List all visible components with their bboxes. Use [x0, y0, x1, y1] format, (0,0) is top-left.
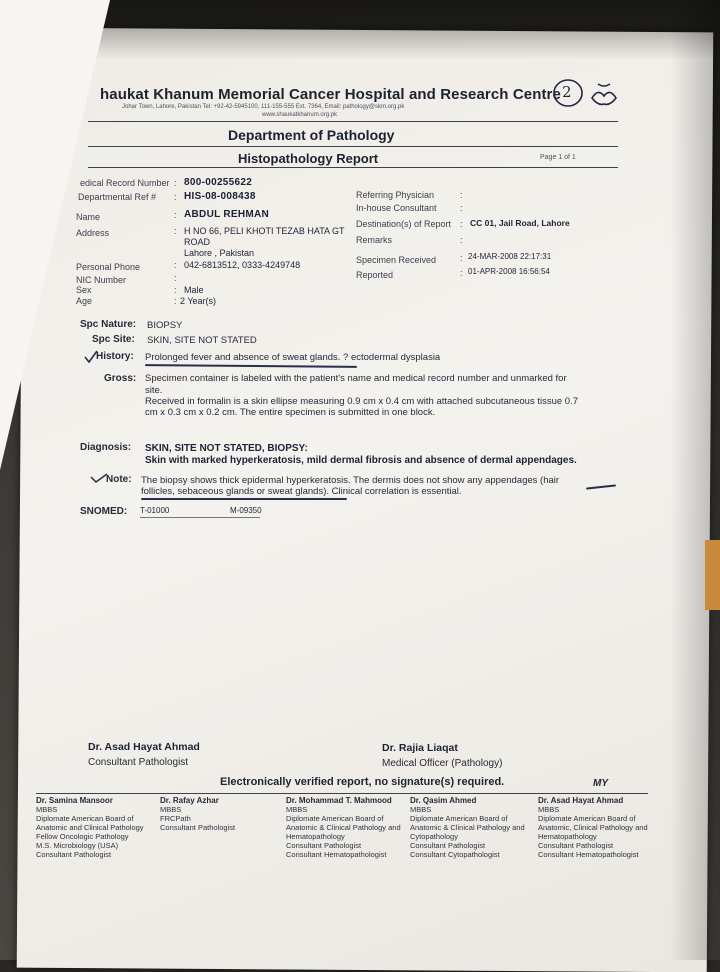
- handwritten-mark: 2: [562, 83, 572, 101]
- footer-staff-credential: MBBS: [36, 805, 58, 814]
- footer-staff-credential: Consultant Pathologist: [160, 823, 236, 832]
- address-label: Address: [76, 228, 110, 238]
- reported-value: 01-APR-2008 16:56:54: [468, 267, 550, 276]
- note-line-1: The biopsy shows thick epidermal hyperkeratosis. The dermis does not show any appendages (hair: [141, 475, 560, 486]
- footer-staff-credential: Diplomate American Board of: [538, 814, 636, 823]
- colon: :: [174, 178, 177, 188]
- colon: :: [174, 210, 177, 220]
- address-line-2: ROAD: [184, 237, 211, 247]
- footer-staff-credential: Fellow Oncologic Pathology: [36, 832, 129, 841]
- footer-staff-credential: Consultant Pathologist: [538, 841, 614, 850]
- colon: :: [174, 296, 177, 306]
- footer-staff-credential: MBBS: [538, 805, 560, 814]
- footer-staff-credential: FRCPath: [160, 814, 191, 823]
- hospital-website: www.shaukatkhanum.org.pk: [262, 112, 338, 118]
- age-value: 2 Year(s): [180, 296, 217, 306]
- sex-value: Male: [184, 285, 204, 295]
- footer-staff-credential: Cytopathology: [410, 832, 458, 841]
- footer-staff-credential: Hematopathology: [286, 832, 345, 841]
- sex-label: Sex: [76, 285, 92, 295]
- diagnosis-label: Diagnosis:: [80, 442, 132, 453]
- colon: :: [460, 253, 463, 263]
- footer-staff-credential: Anatomic and Clinical Pathology: [36, 823, 144, 832]
- colon: :: [174, 285, 177, 295]
- header-rule: [88, 121, 618, 122]
- snomed-code-2: M-09350: [230, 506, 262, 515]
- report-title: Histopathology Report: [238, 151, 379, 166]
- history-label: History:: [96, 351, 134, 362]
- phone-value: 042-6813512, 0333-4249748: [184, 260, 301, 270]
- footer-staff-credential: MBBS: [160, 805, 182, 814]
- inhouse-consultant-label: In-house Consultant: [356, 203, 437, 213]
- hospital-address: Johar Town, Lahore, Pakistan Tel: +92-42-5945100, 111-155-555 Ext. 7364, Email: pathology@skm.org.pk: [122, 104, 405, 110]
- footer-staff-credential: Anatomic & Clinical Pathology and: [286, 823, 401, 832]
- patient-name: ABDUL REHMAN: [184, 209, 270, 220]
- gross-label: Gross:: [104, 373, 137, 384]
- destination-label: Destination(s) of Report: [356, 219, 452, 229]
- dept-ref-label: Departmental Ref #: [78, 192, 157, 202]
- colon: :: [174, 273, 177, 283]
- gross-line-1: Specimen container is labeled with the patient's name and medical record number and unmarked for: [145, 373, 567, 384]
- spc-nature-label: Spc Nature:: [80, 319, 137, 330]
- right-signatory-title: Medical Officer (Pathology): [382, 758, 503, 769]
- colon: :: [174, 260, 177, 270]
- specimen-received-value: 24-MAR-2008 22:17:31: [468, 252, 552, 261]
- reported-label: Reported: [356, 270, 394, 280]
- address-line-3: Lahore , Pakistan: [184, 248, 255, 258]
- title-rule: [88, 167, 618, 168]
- colon: :: [460, 268, 463, 278]
- footer-staff-credential: Diplomate American Board of: [286, 814, 384, 823]
- diagnosis-line-2: Skin with marked hyperkeratosis, mild dermal fibrosis and absence of dermal appendages.: [145, 455, 577, 466]
- note-underline: [141, 498, 347, 500]
- initials: MY: [593, 778, 608, 789]
- footer-staff-name: Dr. Samina Mansoor: [36, 796, 113, 805]
- spc-site-value: SKIN, SITE NOT STATED: [147, 335, 257, 346]
- footer-staff-name: Dr. Asad Hayat Ahmad: [538, 796, 624, 805]
- footer-staff-credential: Anatomic & Clinical Pathology and: [410, 823, 525, 832]
- mrn-value: 800-00255622: [184, 177, 253, 188]
- diagnosis-line-1: SKIN, SITE NOT STATED, BIOPSY:: [145, 443, 308, 454]
- colon: :: [174, 192, 177, 202]
- footer-staff-credential: MBBS: [410, 805, 432, 814]
- destination-value: CC 01, Jail Road, Lahore: [470, 218, 570, 228]
- snomed-rule: [140, 517, 260, 518]
- history-underline: [145, 364, 357, 368]
- name-label: Name: [76, 212, 101, 222]
- mrn-label: edical Record Number: [80, 178, 170, 188]
- footer-staff-credential: Consultant Hematopathologist: [286, 850, 387, 859]
- spc-site-label: Spc Site:: [92, 334, 135, 345]
- phone-label: Personal Phone: [76, 262, 141, 272]
- department-title: Department of Pathology: [228, 127, 395, 143]
- footer-staff-entry: [160, 796, 235, 832]
- address-line-1: H NO 66, PELI KHOTI TEZAB HATA GT: [184, 226, 345, 236]
- right-signatory-name: Dr. Rajia Liaqat: [382, 742, 458, 754]
- footer-staff-entry: [538, 796, 648, 859]
- footer-staff-credential: Consultant Pathologist: [410, 841, 486, 850]
- hospital-name: haukat Khanum Memorial Cancer Hospital and Research Centre: [100, 86, 561, 103]
- footer-staff-credential: Consultant Hematopathologist: [538, 850, 639, 859]
- footer-rule: [36, 793, 648, 794]
- remarks-label: Remarks: [356, 235, 393, 245]
- hospital-logo-icon: [548, 76, 620, 110]
- footer-staff-credential: MBBS: [286, 805, 308, 814]
- left-signatory-title: Consultant Pathologist: [88, 757, 189, 768]
- footer-staff-credential: Consultant Cytopathologist: [410, 850, 500, 859]
- gross-line-4: cm x 0.3 cm x 0.2 cm. The entire specimen is submitted in one block.: [145, 407, 436, 418]
- snomed-label: SNOMED:: [80, 506, 128, 517]
- nic-label: NIC Number: [76, 275, 127, 285]
- page-number: Page 1 of 1: [540, 154, 576, 161]
- dept-ref-value: HIS-08-008438: [184, 191, 256, 202]
- note-line-2: follicles, sebaceous glands or sweat glands). Clinical correlation is essential.: [141, 486, 462, 497]
- colon: :: [460, 203, 463, 213]
- snomed-code-1: T-01000: [140, 506, 170, 515]
- footer-staff-credential: Diplomate American Board of: [36, 814, 134, 823]
- footer-staff-entry: [410, 796, 525, 859]
- footer-staff-name: Dr. Qasim Ahmed: [410, 796, 477, 805]
- left-signatory-name: Dr. Asad Hayat Ahmad: [88, 741, 200, 753]
- footer-staff-credential: Consultant Pathologist: [36, 850, 112, 859]
- colon: :: [460, 219, 463, 229]
- gross-line-3: Received in formalin is a skin ellipse measuring 0.9 cm x 0.4 cm with attached subcutaneous tissue 0.7: [145, 396, 578, 407]
- footer-staff-entry: [286, 796, 401, 859]
- specimen-received-label: Specimen Received: [356, 255, 437, 265]
- department-rule: [88, 146, 618, 147]
- gross-line-2: site.: [145, 385, 163, 396]
- footer-staff-name: Dr. Rafay Azhar: [160, 796, 219, 805]
- footer-staff-credential: M.S. Microbiology (USA): [36, 841, 119, 850]
- footer-staff-credential: Diplomate American Board of: [410, 814, 508, 823]
- colon: :: [174, 226, 177, 236]
- footer-staff-name: Dr. Mohammad T. Mahmood: [286, 796, 392, 805]
- colon: :: [460, 235, 463, 245]
- note-underline-end: [586, 484, 616, 489]
- age-label: Age: [76, 296, 93, 306]
- verification-statement: Electronically verified report, no signature(s) required.: [220, 776, 505, 788]
- note-label: Note:: [106, 474, 132, 485]
- spc-nature-value: BIOPSY: [147, 320, 183, 331]
- footer-staff-credential: Hematopathology: [538, 832, 597, 841]
- footer-staff-entry: [36, 796, 144, 859]
- history-value: Prolonged fever and absence of sweat glands. ? ectodermal dysplasia: [145, 352, 441, 363]
- footer-staff-credential: Consultant Pathologist: [286, 841, 362, 850]
- referring-physician-label: Referring Physician: [356, 190, 435, 200]
- footer-staff-credential: Anatomic, Clinical Pathology and: [538, 823, 648, 832]
- colon: :: [460, 190, 463, 200]
